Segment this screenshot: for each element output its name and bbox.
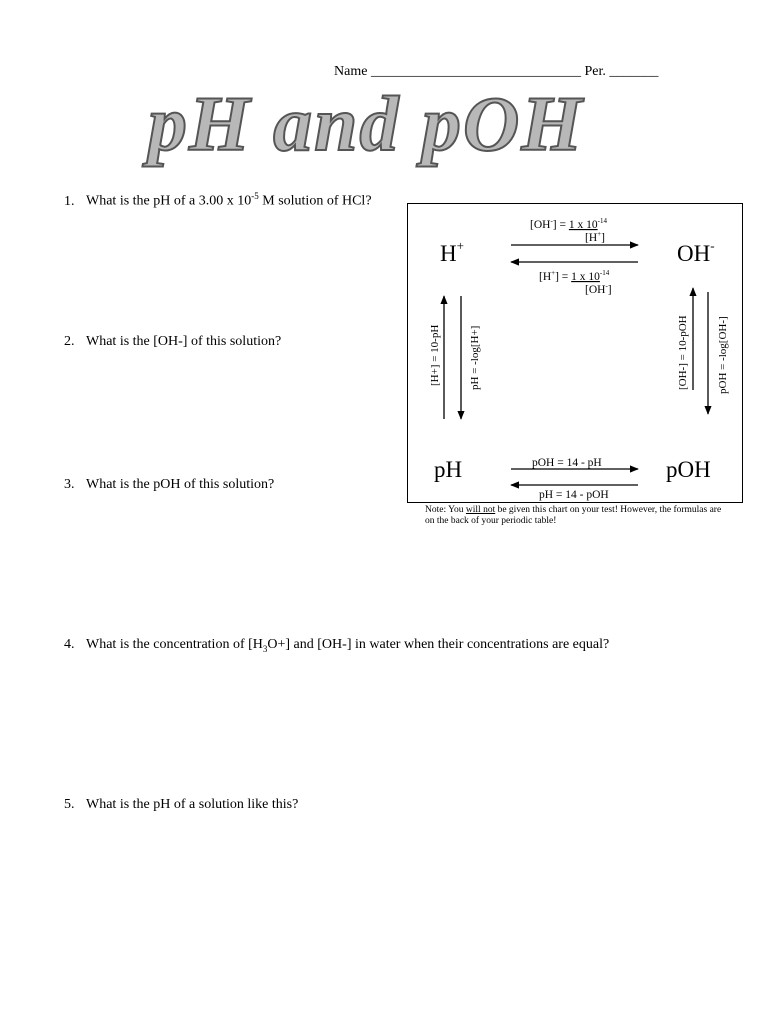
question-number: 2.	[64, 334, 75, 349]
note-prefix: Note: You	[425, 505, 466, 515]
formula-poh-from-ph: pOH = 14 - pH	[532, 457, 602, 469]
period-blank[interactable]: _______	[609, 64, 659, 79]
formula-ph-from-h: pH = -log[H+]	[469, 325, 481, 390]
chart-diagram	[408, 204, 744, 504]
formula-oh-from-poh: [OH-] = 10-pOH	[677, 315, 689, 390]
question-text: What is the pOH of this solution?	[86, 477, 275, 492]
page-title	[140, 84, 600, 168]
chart-note	[425, 505, 725, 527]
question-5	[64, 797, 298, 813]
formula-h-denominator: [OH-]	[585, 282, 612, 296]
corner-ph: pH	[434, 457, 463, 482]
formula-ph-from-poh: pH = 14 - pOH	[539, 489, 609, 501]
question-text-end: M solution of HCl?	[258, 193, 372, 209]
question-subscript: 3	[262, 643, 268, 654]
formula-h-from-oh: [H+] = 1 x $10^{-14}$	[539, 269, 610, 283]
page-title-text: pH and pOH	[148, 84, 585, 167]
formula-poh-from-oh: pOH = -log[OH-]	[717, 316, 729, 394]
formula-h-from-ph: [H+] = 10-pH	[429, 324, 441, 386]
corner-h-plus: H+	[440, 238, 464, 266]
name-blank[interactable]: ______________________________	[370, 64, 581, 79]
question-text: What is the pH of a 3.00 x 10	[86, 193, 252, 209]
question-number: 4.	[64, 637, 75, 652]
question-4	[64, 637, 609, 654]
formula-oh-from-h: [OH-] = 1 x $10^{-14}$	[530, 217, 607, 231]
question-number: 5.	[64, 797, 75, 812]
question-text: What is the concentration of [H	[86, 637, 263, 652]
question-1	[64, 191, 372, 210]
question-exponent: -5	[251, 191, 259, 201]
ph-poh-conversion-chart	[407, 203, 743, 503]
name-period-line	[334, 64, 658, 80]
question-text: What is the pH of a solution like this?	[86, 797, 299, 812]
note-suffix: be given this chart on your test! However, the formulas are on the back of your periodic table!	[425, 505, 722, 526]
corner-poh: pOH	[666, 457, 711, 482]
corner-oh-minus: OH-	[677, 238, 715, 266]
note-emphasis: will not	[465, 505, 496, 515]
name-label: Name	[334, 64, 368, 79]
question-3	[64, 477, 274, 493]
question-2	[64, 334, 281, 350]
question-text: What is the [OH-] of this solution?	[86, 334, 282, 349]
question-number: 3.	[64, 477, 75, 492]
question-number: 1.	[64, 193, 75, 209]
period-label: Per.	[584, 64, 606, 79]
question-text-end: O+] and [OH-] in water when their concentrations are equal?	[267, 637, 610, 652]
formula-oh-denominator: [H+]	[585, 230, 605, 244]
